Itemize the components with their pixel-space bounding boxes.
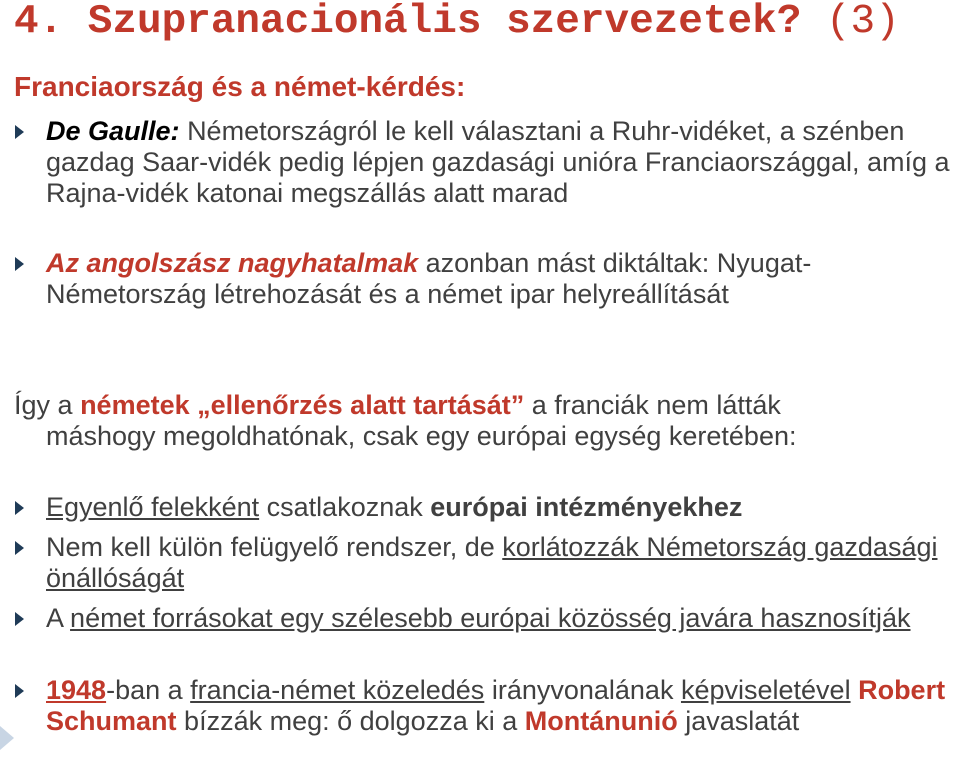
bullet-schuman (46, 675, 951, 737)
bullet-schuman-part2: irányvonalának (491, 675, 674, 705)
bullet-de-gaulle-text: Németországról le kell választani a Ruhr-vidéket, a szénben gazdag Saar-vidék pedig lépjen gazdasági unióra Franciaországgal, amíg a Rajna-vidék katonai megszállás alatt marad (46, 116, 950, 208)
para-middle: a franciák nem látták (531, 390, 781, 420)
bullet-arrow-icon (15, 541, 24, 555)
bullet-schuman-part3: bízzák meg: ő dolgozza ki a (184, 706, 518, 736)
bullet-arrow-icon (15, 612, 24, 626)
bullet-anglo-powers-label: Az angolszász nagyhatalmak (46, 248, 419, 278)
section-heading: Franciaország és a német-kérdés: (14, 71, 466, 102)
slide-title-number: (3) (825, 0, 900, 45)
bullet-anglo-powers (46, 248, 951, 310)
slide-title-main: 4. Szupranacionális szervezetek? (14, 0, 802, 45)
bullet-de-gaulle-label: De Gaulle: (46, 116, 180, 146)
bullet-schuman-part1: -ban a (106, 675, 183, 705)
bullet-equal-partners-middle: csatlakoznak (266, 492, 423, 522)
bullet-german-resources-underlined: német forrásokat egy szélesebb európai közösség javára hasznosítják (70, 603, 911, 633)
bullet-schuman-underlined1: francia-német közeledés (190, 675, 485, 705)
bullet-schuman-underlined2: képviseletével (680, 675, 851, 705)
bullet-arrow-icon (15, 684, 24, 698)
bullet-no-supervision-underlined: korlátozzák Németország gazdasági önállóságát (46, 532, 938, 593)
bullet-de-gaulle (46, 116, 951, 209)
para-rest: máshogy megoldhatónak, csak egy európai egység keretében: (46, 421, 797, 451)
bullet-schuman-part4: javaslatát (685, 706, 800, 736)
para-start: Így a (14, 390, 73, 420)
slide-nav-arrow-icon (0, 726, 14, 750)
bullet-german-resources-start: A (46, 603, 63, 633)
bullet-german-resources (46, 603, 951, 634)
slide-title (14, 0, 900, 48)
bullet-no-supervision-start: Nem kell külön felügyelő rendszer, de (46, 532, 495, 562)
bullet-equal-partners-bold: európai intézményekhez (430, 492, 743, 522)
bullet-no-supervision (46, 532, 951, 594)
paragraph-french-view (14, 390, 949, 452)
para-highlight: németek „ellenőrzés alatt tartását” (80, 390, 525, 420)
bullet-schuman-name: Robert Schumant (46, 675, 946, 736)
bullet-schuman-plan: Montánunió (524, 706, 678, 736)
bullet-equal-partners (46, 492, 951, 523)
bullet-anglo-powers-text: azonban mást diktáltak: Nyugat-Németország létrehozását és a német ipar helyreállítását (46, 248, 812, 309)
bullet-arrow-icon (15, 125, 24, 139)
bullet-arrow-icon (15, 257, 24, 271)
bullet-arrow-icon (15, 501, 24, 515)
bullet-schuman-year: 1948 (46, 675, 107, 705)
bullet-equal-partners-underlined: Egyenlő felekként (46, 492, 260, 522)
